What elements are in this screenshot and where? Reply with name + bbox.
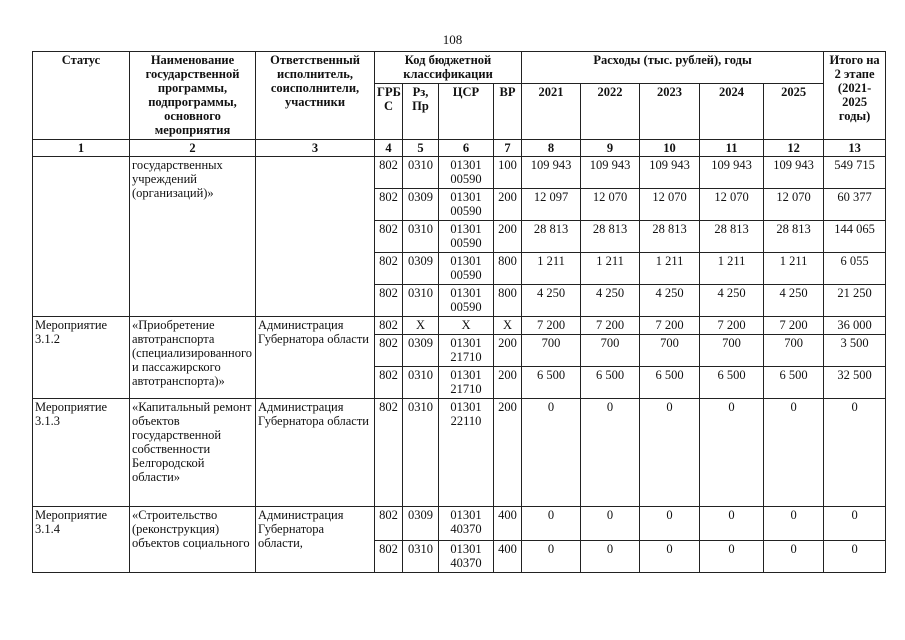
grbs-cell: 802	[375, 317, 403, 335]
total-cell: 0	[824, 507, 886, 541]
value-2023-cell: 1 211	[640, 253, 700, 285]
grbs-cell: 802	[375, 367, 403, 399]
vr-cell: 400	[494, 541, 522, 573]
total-cell: 0	[824, 399, 886, 507]
vr-cell: Х	[494, 317, 522, 335]
grbs-cell: 802	[375, 335, 403, 367]
rz-cell: 0310	[403, 399, 439, 507]
rz-cell: 0310	[403, 157, 439, 189]
value-2025-cell: 7 200	[764, 317, 824, 335]
header-year-2023: 2023	[640, 84, 700, 140]
value-2025-cell: 0	[764, 507, 824, 541]
value-2024-cell: 0	[700, 399, 764, 507]
value-2022-cell: 1 211	[581, 253, 640, 285]
status-cell	[33, 157, 130, 317]
value-2022-cell: 12 070	[581, 189, 640, 221]
total-cell: 3 500	[824, 335, 886, 367]
csr-cell: 01301 00590	[439, 253, 494, 285]
value-2024-cell: 7 200	[700, 317, 764, 335]
vr-cell: 800	[494, 253, 522, 285]
header-expenses: Расходы (тыс. рублей), годы	[522, 52, 824, 84]
vr-cell: 200	[494, 221, 522, 253]
table-row	[33, 157, 886, 189]
value-2021-cell: 0	[522, 399, 581, 507]
rz-cell: 0310	[403, 285, 439, 317]
value-2023-cell: 109 943	[640, 157, 700, 189]
column-number: 9	[581, 140, 640, 157]
table-row	[33, 507, 886, 541]
rz-cell: 0310	[403, 367, 439, 399]
grbs-cell: 802	[375, 221, 403, 253]
total-cell: 0	[824, 541, 886, 573]
value-2023-cell: 700	[640, 335, 700, 367]
value-2025-cell: 6 500	[764, 367, 824, 399]
rz-cell: 0310	[403, 541, 439, 573]
column-number-row	[33, 140, 886, 157]
value-2021-cell: 12 097	[522, 189, 581, 221]
header-year-2025: 2025	[764, 84, 824, 140]
total-cell: 6 055	[824, 253, 886, 285]
value-2021-cell: 0	[522, 507, 581, 541]
csr-cell: 01301 00590	[439, 157, 494, 189]
grbs-cell: 802	[375, 157, 403, 189]
vr-cell: 200	[494, 189, 522, 221]
grbs-cell: 802	[375, 285, 403, 317]
total-cell: 60 377	[824, 189, 886, 221]
header-rz: Рз, Пр	[403, 84, 439, 140]
grbs-cell: 802	[375, 507, 403, 541]
value-2023-cell: 28 813	[640, 221, 700, 253]
csr-cell: 01301 00590	[439, 285, 494, 317]
rz-cell: Х	[403, 317, 439, 335]
value-2025-cell: 700	[764, 335, 824, 367]
column-number: 10	[640, 140, 700, 157]
status-cell: Мероприятие 3.1.4	[33, 507, 130, 573]
value-2024-cell: 6 500	[700, 367, 764, 399]
header-grbs: ГРБ С	[375, 84, 403, 140]
table-body	[33, 157, 886, 573]
vr-cell: 400	[494, 507, 522, 541]
value-2021-cell: 7 200	[522, 317, 581, 335]
value-2021-cell: 28 813	[522, 221, 581, 253]
status-cell: Мероприятие 3.1.2	[33, 317, 130, 399]
vr-cell: 200	[494, 367, 522, 399]
program-name-cell: государственных учреждений (организаций)»	[130, 157, 256, 317]
page-number: 108	[442, 32, 463, 47]
value-2023-cell: 4 250	[640, 285, 700, 317]
vr-cell: 200	[494, 335, 522, 367]
header-year-2024: 2024	[700, 84, 764, 140]
value-2024-cell: 700	[700, 335, 764, 367]
total-cell: 549 715	[824, 157, 886, 189]
header-csr: ЦСР	[439, 84, 494, 140]
table-header	[33, 52, 886, 157]
value-2022-cell: 109 943	[581, 157, 640, 189]
column-number: 5	[403, 140, 439, 157]
column-number: 6	[439, 140, 494, 157]
value-2024-cell: 109 943	[700, 157, 764, 189]
value-2022-cell: 7 200	[581, 317, 640, 335]
header-budget-code: Код бюджетной классификации	[375, 52, 522, 84]
value-2023-cell: 0	[640, 399, 700, 507]
vr-cell: 800	[494, 285, 522, 317]
total-cell: 36 000	[824, 317, 886, 335]
column-number: 11	[700, 140, 764, 157]
column-number: 2	[130, 140, 256, 157]
value-2025-cell: 0	[764, 541, 824, 573]
value-2024-cell: 4 250	[700, 285, 764, 317]
total-cell: 144 065	[824, 221, 886, 253]
csr-cell: 01301 21710	[439, 367, 494, 399]
value-2024-cell: 1 211	[700, 253, 764, 285]
value-2023-cell: 12 070	[640, 189, 700, 221]
value-2022-cell: 6 500	[581, 367, 640, 399]
status-cell: Мероприятие 3.1.3	[33, 399, 130, 507]
header-year-2021: 2021	[522, 84, 581, 140]
table-row	[33, 399, 886, 507]
grbs-cell: 802	[375, 253, 403, 285]
grbs-cell: 802	[375, 189, 403, 221]
table-row	[33, 317, 886, 335]
value-2023-cell: 0	[640, 507, 700, 541]
value-2022-cell: 28 813	[581, 221, 640, 253]
grbs-cell: 802	[375, 399, 403, 507]
column-number: 7	[494, 140, 522, 157]
total-cell: 32 500	[824, 367, 886, 399]
value-2021-cell: 109 943	[522, 157, 581, 189]
value-2023-cell: 7 200	[640, 317, 700, 335]
value-2022-cell: 0	[581, 541, 640, 573]
column-number: 8	[522, 140, 581, 157]
csr-cell: 01301 00590	[439, 189, 494, 221]
header-vr: ВР	[494, 84, 522, 140]
rz-cell: 0309	[403, 507, 439, 541]
value-2021-cell: 4 250	[522, 285, 581, 317]
total-cell: 21 250	[824, 285, 886, 317]
value-2021-cell: 0	[522, 541, 581, 573]
value-2025-cell: 1 211	[764, 253, 824, 285]
program-name-cell: «Строительство (реконструкция) объектов социального	[130, 507, 256, 573]
value-2022-cell: 700	[581, 335, 640, 367]
value-2024-cell: 0	[700, 507, 764, 541]
csr-cell: 01301 40370	[439, 541, 494, 573]
budget-table	[32, 51, 886, 573]
header-executor: Ответственный исполнитель, соисполнители, участники	[256, 52, 375, 140]
rz-cell: 0310	[403, 221, 439, 253]
csr-cell: 01301 40370	[439, 507, 494, 541]
executor-cell	[256, 157, 375, 317]
header-name: Наименование государственной программы, подпрограммы, основного мероприятия	[130, 52, 256, 140]
value-2021-cell: 6 500	[522, 367, 581, 399]
executor-cell: Администрация Губернатора области	[256, 399, 375, 507]
rz-cell: 0309	[403, 253, 439, 285]
value-2023-cell: 0	[640, 541, 700, 573]
value-2023-cell: 6 500	[640, 367, 700, 399]
header-year-2022: 2022	[581, 84, 640, 140]
value-2021-cell: 1 211	[522, 253, 581, 285]
value-2025-cell: 109 943	[764, 157, 824, 189]
rz-cell: 0309	[403, 189, 439, 221]
executor-cell: Администрация Губернатора области	[256, 317, 375, 399]
header-total: Итого на 2 этапе (2021-2025 годы)	[824, 52, 886, 140]
program-name-cell: «Приобретение автотранспорта (специализированного и пассажирского автотранспорта)»	[130, 317, 256, 399]
value-2022-cell: 4 250	[581, 285, 640, 317]
column-number: 13	[824, 140, 886, 157]
value-2025-cell: 12 070	[764, 189, 824, 221]
csr-cell: 01301 22110	[439, 399, 494, 507]
value-2025-cell: 28 813	[764, 221, 824, 253]
value-2024-cell: 12 070	[700, 189, 764, 221]
value-2022-cell: 0	[581, 399, 640, 507]
column-number: 3	[256, 140, 375, 157]
value-2025-cell: 0	[764, 399, 824, 507]
grbs-cell: 802	[375, 541, 403, 573]
column-number: 4	[375, 140, 403, 157]
vr-cell: 100	[494, 157, 522, 189]
program-name-cell: «Капитальный ремонт объектов государственной собственности Белгородской области»	[130, 399, 256, 507]
value-2025-cell: 4 250	[764, 285, 824, 317]
column-number: 1	[33, 140, 130, 157]
executor-cell: Администрация Губернатора области,	[256, 507, 375, 573]
csr-cell: 01301 21710	[439, 335, 494, 367]
csr-cell: 01301 00590	[439, 221, 494, 253]
column-number: 12	[764, 140, 824, 157]
header-status: Статус	[33, 52, 130, 140]
value-2021-cell: 700	[522, 335, 581, 367]
value-2024-cell: 0	[700, 541, 764, 573]
csr-cell: Х	[439, 317, 494, 335]
value-2022-cell: 0	[581, 507, 640, 541]
vr-cell: 200	[494, 399, 522, 507]
value-2024-cell: 28 813	[700, 221, 764, 253]
rz-cell: 0309	[403, 335, 439, 367]
